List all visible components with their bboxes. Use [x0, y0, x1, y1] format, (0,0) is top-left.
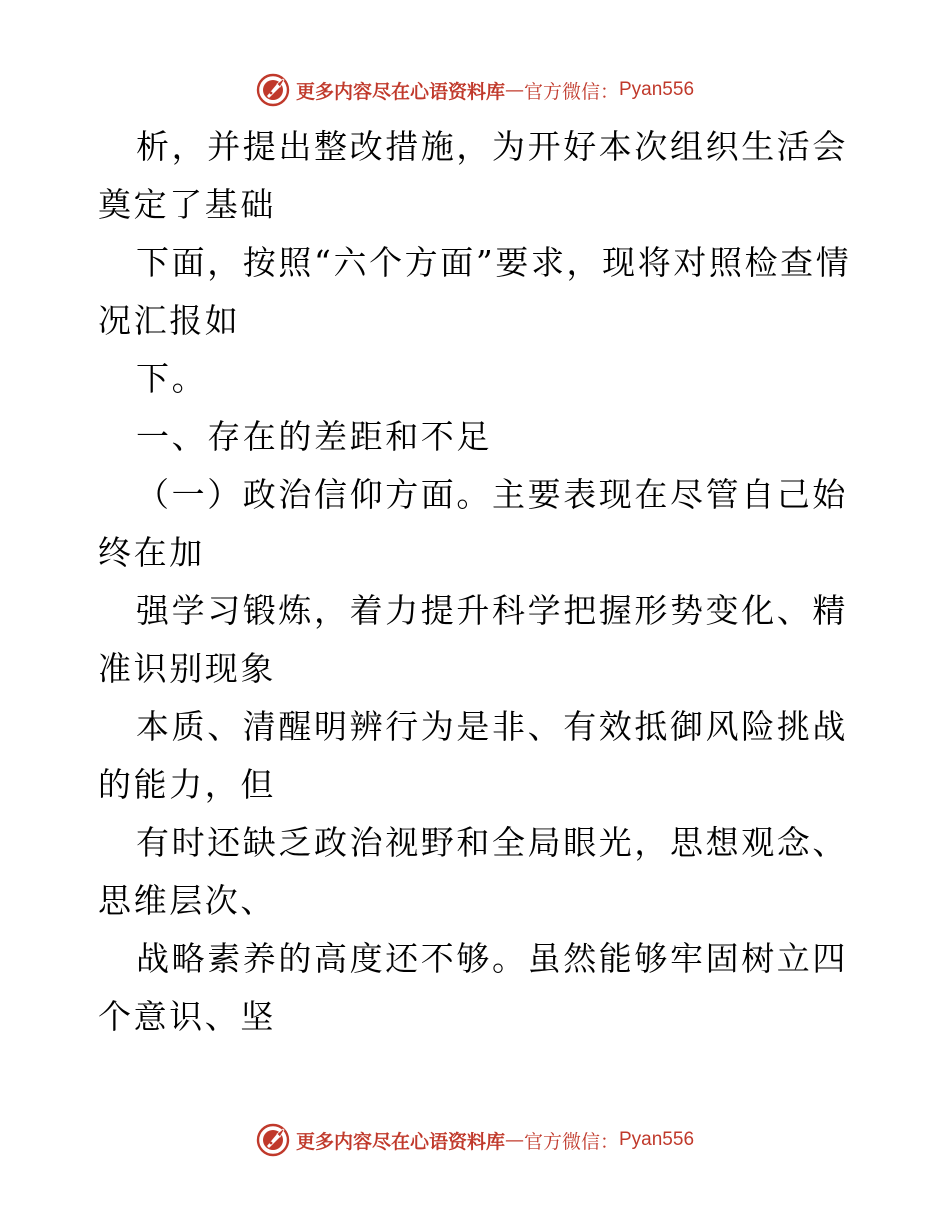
wechat-label: 官方微信：: [523, 80, 619, 103]
footer-banner: [0, 1120, 950, 1160]
document-body: [98, 118, 852, 1046]
pen-nib-logo-icon: [256, 1123, 290, 1157]
paragraph: 析，并提出整改措施，为开好本次组织生活会奠定了基础: [98, 127, 848, 224]
paragraph: 战略素养的高度还不够。虽然能够牢固树立四个意识、坚: [98, 939, 848, 1036]
wechat-id: Pyan556: [619, 1129, 695, 1150]
pen-nib-logo-icon: [256, 73, 290, 107]
wechat-label: 官方微信：: [523, 1130, 619, 1153]
site-name-text: 更多内容尽在心语资料库: [295, 80, 505, 103]
paragraph: 强学习锻炼，着力提升科学把握形势变化、精准识别现象: [98, 591, 848, 688]
separator-dash: —: [504, 1129, 524, 1151]
paragraph: 本质、清醒明辨行为是非、有效抵御风险挑战的能力，但: [98, 707, 848, 804]
paragraph: 下面，按照“六个方面”要求，现将对照检查情况汇报如: [98, 243, 852, 340]
paragraph: 下。: [136, 359, 208, 398]
separator-dash: —: [504, 79, 524, 101]
header-banner: [0, 70, 950, 110]
site-name-text: 更多内容尽在心语资料库: [295, 1130, 505, 1153]
paragraph: 有时还缺乏政治视野和全局眼光，思想观念、思维层次、: [98, 823, 848, 920]
section-heading: 一、存在的差距和不足: [136, 417, 492, 456]
wechat-id: Pyan556: [619, 79, 695, 100]
paragraph: （一）政治信仰方面。主要表现在尽管自己始终在加: [98, 475, 848, 572]
